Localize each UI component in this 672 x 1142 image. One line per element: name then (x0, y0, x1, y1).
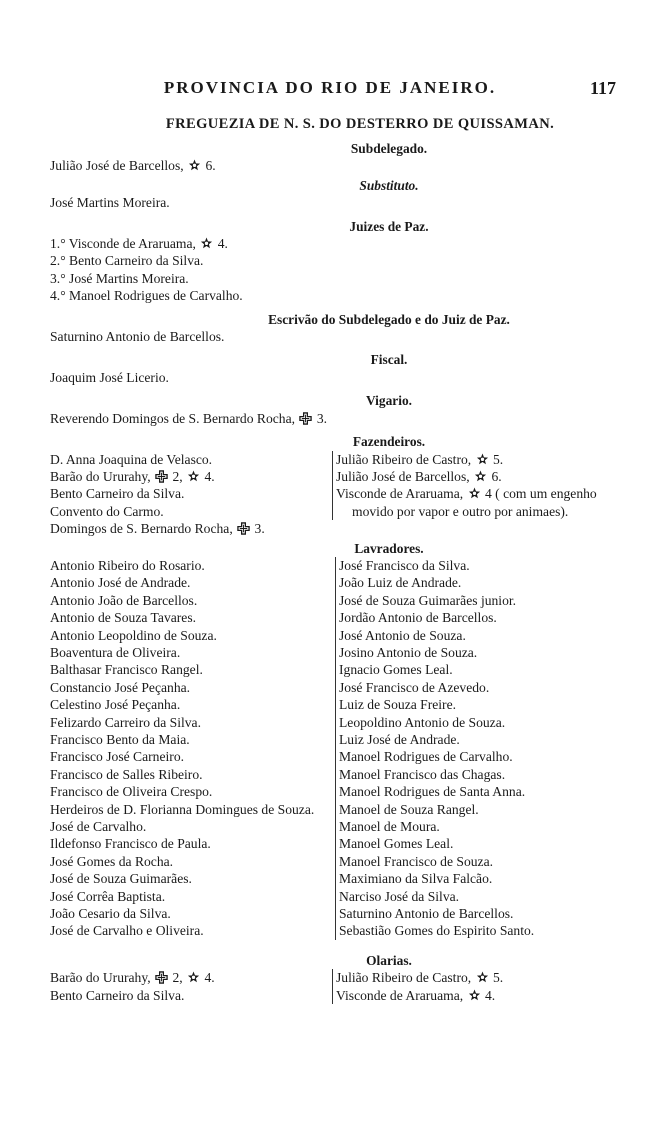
entry-suffix: 5. (492, 970, 504, 986)
order-star-icon (187, 470, 200, 483)
lavrador-entry: Manoel Gomes Leal. (339, 836, 454, 852)
order-cross-icon (155, 971, 168, 984)
lavrador-entry: José de Carvalho. (50, 819, 147, 835)
lavrador-entry: José de Souza Guimarães junior. (339, 592, 517, 608)
lavrador-entry: João Luiz de Andrade. (339, 575, 462, 591)
entry-suffix: 4. (204, 468, 215, 484)
entry-suffix: 3. (254, 521, 265, 537)
lavrador-entry: João Cesario da Silva. (50, 906, 171, 922)
escrivao-heading: Escrivão do Subdelegado e do Juiz de Paz. (268, 311, 510, 327)
page-number: 117 (589, 78, 616, 98)
fazendeiro-entry: Convento do Carmo. (50, 503, 164, 519)
entry-text: 1.° Visconde de Araruama, (50, 236, 196, 252)
escrivao-entry: Saturnino Antonio de Barcellos. (50, 329, 225, 345)
entry-suffix: 4 ( com um engenho movido por vapor e outro por animaes). (352, 486, 597, 519)
order-cross-icon (237, 522, 250, 535)
lavrador-entry: José Corrêa Baptista. (50, 888, 166, 904)
running-head (0, 78, 672, 100)
lavrador-entry: Luiz José de Andrade. (339, 732, 460, 747)
lavrador-entry: Manoel de Moura. (339, 819, 440, 835)
olaria-entry (50, 969, 330, 986)
lavradores-heading: Lavradores. (354, 540, 424, 556)
entry-suffix: 4. (204, 970, 215, 986)
entry-suffix: 4. (484, 987, 496, 1003)
lavrador-entry: Josino Antonio de Souza. (339, 644, 478, 660)
subdelegado-entry (50, 157, 618, 174)
order-star-icon (468, 487, 481, 500)
order-cross-icon (155, 470, 168, 483)
lavrador-entry: Antonio Leopoldino de Souza. (50, 627, 217, 643)
entry-suffix: 2, (172, 970, 183, 986)
olaria-entry (336, 969, 616, 986)
lavrador-entry: José Antonio de Souza. (339, 627, 466, 643)
lavrador-entry: Francisco José Carneiro. (50, 749, 185, 765)
fazendeiro-entry (336, 451, 616, 468)
lavrador-entry: José de Souza Guimarães. (50, 871, 192, 887)
parish-title: FREGUEZIA DE N. S. DO DESTERRO DE QUISSAMAN. (165, 116, 555, 132)
entry-suffix: 6. (205, 158, 216, 174)
lavradores-left-column (50, 557, 333, 940)
order-star-icon (187, 971, 200, 984)
juiz-entry: 2.° Bento Carneiro da Silva. (50, 253, 204, 269)
fazendeiros-right-column (332, 451, 616, 521)
entry-suffix: 6. (491, 468, 502, 484)
lavrador-entry: Ildefonso Francisco de Paula. (50, 836, 211, 852)
lavrador-entry: Manoel Rodrigues de Santa Anna. (339, 784, 526, 800)
order-cross-icon (299, 412, 312, 425)
juiz-entry (50, 235, 618, 252)
fazendeiro-entry (50, 520, 330, 537)
lavrador-entry: Narciso José da Silva. (339, 888, 460, 904)
lavrador-entry: Francisco de Salles Ribeiro. (50, 766, 203, 782)
lavrador-entry: Antonio José de Andrade. (50, 575, 191, 591)
lavrador-entry: Antonio de Souza Tavares. (50, 610, 197, 626)
olarias-columns (50, 969, 618, 1004)
lavrador-entry: Herdeiros de D. Florianna Domingues de Souza. (50, 801, 315, 817)
lavrador-entry: Sebastião Gomes do Espirito Santo. (339, 923, 535, 939)
lavrador-entry: Celestino José Peçanha. (50, 697, 181, 713)
substituto-entry: José Martins Moreira. (50, 195, 170, 211)
lavrador-entry: Maximiano da Silva Falcão. (339, 871, 493, 887)
entry-name: Barão do Ururahy, (50, 970, 151, 986)
lavrador-entry: Francisco Bento da Maia. (50, 732, 190, 747)
entry-name: Julião José de Barcellos, (50, 158, 184, 174)
lavrador-entry: José de Carvalho e Oliveira. (50, 923, 204, 939)
lavrador-entry: Luiz de Souza Freire. (339, 697, 457, 713)
lavrador-entry: Balthasar Francisco Rangel. (50, 662, 203, 678)
lavradores-right-column (335, 557, 619, 940)
fiscal-heading: Fiscal. (370, 352, 408, 368)
entry-name: Julião Ribeiro de Castro, (336, 451, 472, 467)
juiz-entry: 4.° Manoel Rodrigues de Carvalho. (50, 288, 243, 304)
lavrador-entry: José Gomes da Rocha. (50, 853, 174, 869)
fazendeiro-entry (336, 485, 616, 520)
fazendeiros-left-column (50, 451, 330, 538)
entry-suffix: 2, (172, 468, 183, 484)
olaria-entry: Bento Carneiro da Silva. (50, 987, 185, 1003)
lavradores-columns (50, 557, 618, 940)
lavrador-entry: Francisco de Oliveira Crespo. (50, 784, 213, 800)
olarias-left-column (50, 969, 330, 1004)
lavrador-entry: Manoel Rodrigues de Carvalho. (339, 749, 513, 765)
juizes-heading: Juizes de Paz. (349, 218, 429, 234)
olarias-heading: Olarias. (366, 952, 412, 968)
lavrador-entry: Constancio José Peçanha. (50, 679, 191, 695)
lavrador-entry: Antonio Ribeiro do Rosario. (50, 557, 205, 573)
fazendeiro-entry (50, 468, 330, 485)
fazendeiro-entry (336, 468, 616, 485)
order-star-icon (476, 453, 489, 466)
olaria-entry (336, 987, 616, 1004)
order-star-icon (468, 989, 481, 1002)
entry-name: Julião José de Barcellos, (336, 468, 470, 484)
fiscal-entry: Joaquim José Licerio. (50, 369, 169, 385)
substituto-heading: Substituto. (359, 177, 419, 193)
lavrador-entry: Manoel Francisco das Chagas. (339, 766, 506, 782)
lavrador-entry: Felizardo Carreiro da Silva. (50, 714, 201, 730)
order-star-icon (188, 159, 201, 172)
lavrador-entry: José Francisco de Azevedo. (339, 679, 490, 695)
entry-suffix: 5. (492, 451, 504, 467)
olarias-right-column (332, 969, 616, 1004)
order-star-icon (476, 971, 489, 984)
entry-name: Domingos de S. Bernardo Rocha, (50, 521, 233, 537)
lavrador-entry: Antonio João de Barcellos. (50, 592, 198, 608)
order-star-icon (200, 237, 213, 250)
fazendeiros-heading: Fazendeiros. (352, 434, 426, 450)
entry-name: Julião Ribeiro de Castro, (336, 970, 472, 986)
entry-name: Reverendo Domingos de S. Bernardo Rocha, (50, 410, 296, 426)
lavrador-entry: José Francisco da Silva. (339, 557, 470, 573)
entry-suffix: 4. (217, 236, 228, 252)
lavrador-entry: Boaventura de Oliveira. (50, 644, 181, 660)
lavrador-entry: Leopoldino Antonio de Souza. (339, 714, 506, 730)
lavrador-entry: Saturnino Antonio de Barcellos. (339, 906, 514, 922)
directory-content (50, 138, 618, 1004)
lavrador-entry: Manoel Francisco de Souza. (339, 853, 494, 869)
vigario-heading: Vigario. (366, 393, 412, 409)
fazendeiros-columns (50, 451, 618, 538)
vigario-entry (50, 410, 618, 427)
order-star-icon (474, 470, 487, 483)
lavrador-entry: Ignacio Gomes Leal. (339, 662, 453, 678)
entry-name: Barão do Ururahy, (50, 468, 151, 484)
fazendeiro-entry: Bento Carneiro da Silva. (50, 486, 185, 502)
entry-suffix: 3. (316, 410, 328, 426)
entry-name: Visconde de Araruama, (336, 486, 464, 502)
subdelegado-heading: Subdelegado. (350, 141, 428, 156)
entry-name: Visconde de Araruama, (336, 987, 464, 1003)
juiz-entry: 3.° José Martins Moreira. (50, 270, 189, 286)
running-title: PROVINCIA DO RIO DE JANEIRO. (163, 78, 497, 97)
fazendeiro-entry: D. Anna Joaquina de Velasco. (50, 451, 213, 467)
lavrador-entry: Jordão Antonio de Barcellos. (339, 610, 497, 626)
lavrador-entry: Manoel de Souza Rangel. (339, 801, 479, 817)
